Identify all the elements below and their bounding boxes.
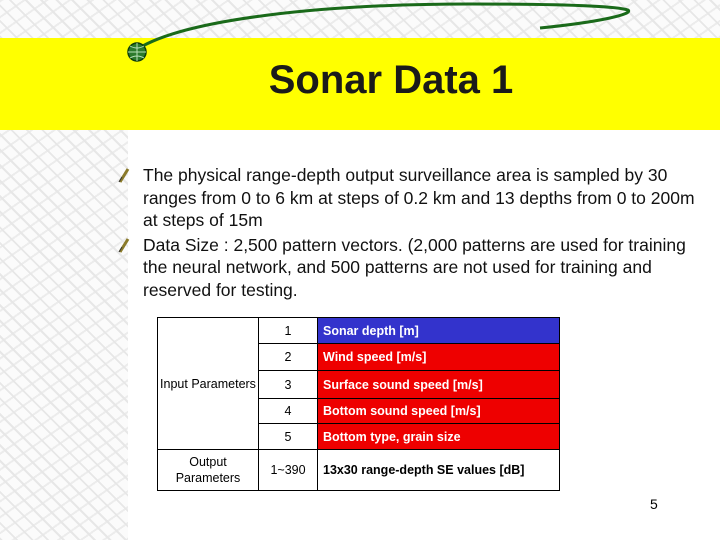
bullet-text: Data Size : 2,500 pattern vectors. (2,000 patterns are used for training the neural network, and 500 patterns are not used for training and reserved for testing. <box>143 234 686 300</box>
bullet-list <box>118 164 708 303</box>
slide-title: Sonar Data 1 <box>268 58 514 102</box>
param-description: 13x30 range-depth SE values [dB] <box>318 450 560 491</box>
param-number: 1 <box>259 318 318 344</box>
param-number: 4 <box>259 399 318 424</box>
bullet-item <box>118 164 708 232</box>
param-number: 1~390 <box>259 450 318 491</box>
param-description: Sonar depth [m] <box>318 318 560 344</box>
param-number: 3 <box>259 371 318 399</box>
param-number: 2 <box>259 344 318 371</box>
pencil-bullet-icon <box>118 167 130 183</box>
param-description: Bottom sound speed [m/s] <box>318 399 560 424</box>
table-row <box>158 450 560 491</box>
param-description: Surface sound speed [m/s] <box>318 371 560 399</box>
param-description: Wind speed [m/s] <box>318 344 560 371</box>
table-row <box>158 318 560 344</box>
param-number: 5 <box>259 424 318 450</box>
pencil-bullet-icon <box>118 237 130 253</box>
parameters-table <box>157 317 560 491</box>
bullet-text: The physical range-depth output surveillance area is sampled by 30 ranges from 0 to 6 km at steps of 0.2 km and 13 depths from 0 to 200m at steps of 15m <box>143 165 695 230</box>
param-description: Bottom type, grain size <box>318 424 560 450</box>
page-number: 5 <box>650 496 658 512</box>
bullet-item <box>118 234 708 302</box>
input-parameters-label: Input Parameters <box>158 318 259 450</box>
output-parameters-label: Output Parameters <box>158 450 259 491</box>
